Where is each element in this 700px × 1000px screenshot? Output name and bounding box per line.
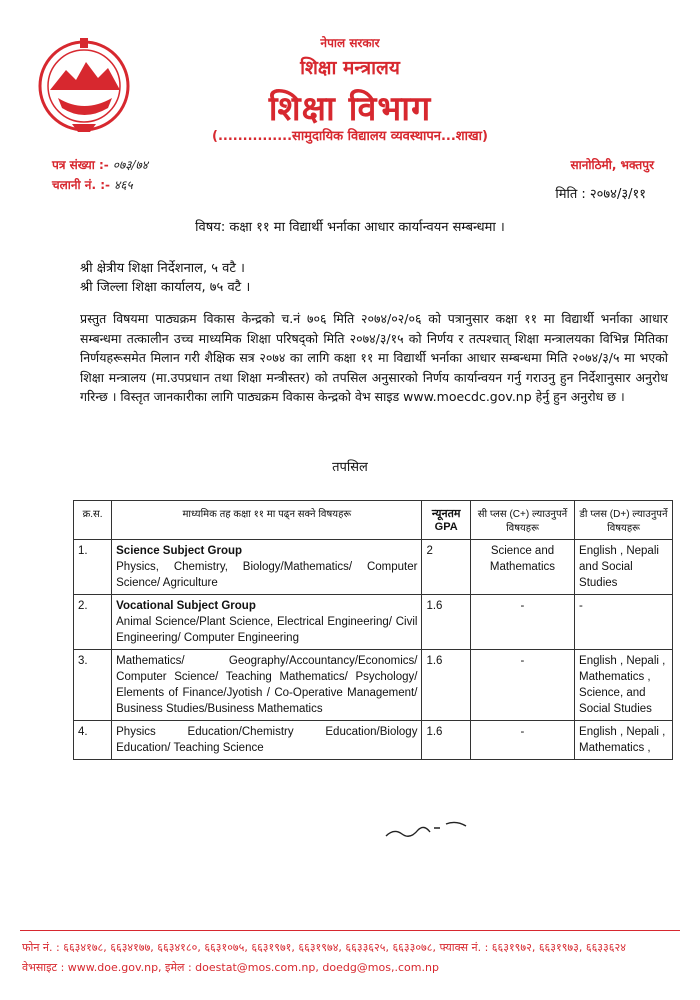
cell-serial: 1. <box>74 540 112 595</box>
header-min-gpa: न्यूनतम GPA <box>422 501 470 540</box>
cell-c-plus: Science and Mathematics <box>470 540 574 595</box>
dispatch-number <box>52 176 133 193</box>
table-row <box>74 595 673 650</box>
table-row <box>74 540 673 595</box>
footer-divider <box>20 930 680 931</box>
letter-date: मिति : २०७४/३/११ <box>555 187 646 202</box>
cell-subjects <box>112 540 422 595</box>
header-c-plus: सी प्लस (C+) ल्याउनुपर्ने विषयहरू <box>470 501 574 540</box>
subject-list: Physics Education/Chemistry Education/Biology Education/ Teaching Science <box>116 726 418 754</box>
cell-d-plus: English , Nepali , Mathematics , <box>575 721 673 760</box>
table-row <box>74 721 673 760</box>
cell-c-plus: - <box>470 721 574 760</box>
recipient-line: श्री क्षेत्रीय शिक्षा निर्देशनाल, ५ वटै । <box>80 261 245 276</box>
reference-value: ०७३/७४ <box>112 158 149 172</box>
subject-list: Physics, Chemistry, Biology/Mathematics/ Computer Science/ Agriculture <box>116 561 418 589</box>
cell-serial: 2. <box>74 595 112 650</box>
section-title: (...............सामुदायिक विद्यालय व्यवस्थापन...शाखा) <box>212 129 488 144</box>
cell-serial: 4. <box>74 721 112 760</box>
cell-subjects <box>112 595 422 650</box>
cell-gpa: 1.6 <box>422 595 470 650</box>
subject-list: Mathematics/ Geography/Accountancy/Economics/ Computer Science/ Teaching Mathematics/ Psychology/ Elements of Finance/Jyotish / Co-Operative Management/ Business Studies/Business Mathematics <box>116 655 418 715</box>
cell-gpa: 1.6 <box>422 721 470 760</box>
header-subjects: माध्यमिक तह कक्षा ११ मा पढ्न सक्ने विषयहरू <box>112 501 422 540</box>
footer-web: वेभसाइट : www.doe.gov.np, इमेल : doestat@mos.com.np, doedg@mos,.com.np <box>22 961 439 974</box>
cell-gpa: 1.6 <box>422 650 470 721</box>
subject-list: Animal Science/Plant Science, Electrical Engineering/ Civil Engineering/ Computer Engineering <box>116 616 418 644</box>
cell-serial: 3. <box>74 650 112 721</box>
office-address: सानोठिमी, भक्तपुर <box>570 158 654 172</box>
recipient-line: श्री जिल्ला शिक्षा कार्यालय, ७५ वटै । <box>80 280 251 295</box>
cell-subjects <box>112 721 422 760</box>
cell-d-plus: English , Nepali , Mathematics , Science, and Social Studies <box>575 650 673 721</box>
signature-icon <box>380 810 480 850</box>
cell-d-plus: English , Nepali and Social Studies <box>575 540 673 595</box>
header-serial: क्र.स. <box>74 501 112 540</box>
department-title: शिक्षा विभाग <box>268 89 432 129</box>
subject-group-title: Vocational Subject Group <box>116 600 256 612</box>
cell-gpa: 2 <box>422 540 470 595</box>
dispatch-label: चलानी नं. :- <box>52 178 110 192</box>
header-d-plus: डी प्लस (D+) ल्याउनुपर्ने विषयहरू <box>575 501 673 540</box>
letter-subject: विषय: कक्षा ११ मा विद्यार्थी भर्नाका आधार कार्यान्वयन सम्बन्धमा । <box>195 220 505 235</box>
table-row <box>74 650 673 721</box>
reference-number <box>52 156 148 173</box>
cell-c-plus: - <box>470 595 574 650</box>
letter-body: प्रस्तुत विषयमा पाठ्यक्रम विकास केन्द्रको च.नं ७०६ मिति २०७४/०२/०६ को पत्रानुसार कक्षा ११ मा विद्यार्थी भर्नाका आधार सम्बन्धमा तत्कालीन उच्च माध्यमिक शिक्षा परिषद्को मिति २०७४/३/१५ को निर्णय र तत्पश्चात् शिक्षा मन्त्रालयका विभिन्न मितिका निर्णयहरूसमेत मिलान गरी शैक्षिक सत्र २०७४ का लागि कक्षा ११ मा विद्यार्थी भर्नाका आधार सम्बन्धमा मिति २०७४/३/५ मा भएको शिक्षा मन्त्रालय (मा.उपप्रधान तथा शिक्षा मन्त्रीस्तर) को तपसिल अनुसारको निर्णय कार्यान्वयन गर्नु गराउनु हुन निर्देशानुसार अनुरोध गरिन्छ । विस्तृत जानकारीका लागि पाठ्यक्रम विकास केन्द्रको वेभ साइड www.moecdc.gov.np हेर्नु हुन अनुरोध छ । <box>80 311 668 404</box>
table-header-row <box>74 501 673 540</box>
ministry-title: शिक्षा मन्त्रालय <box>300 57 400 79</box>
subject-group-title: Science Subject Group <box>116 545 243 557</box>
cell-d-plus: - <box>575 595 673 650</box>
government-title: नेपाल सरकार <box>320 36 380 50</box>
reference-label: पत्र संख्या :- <box>52 158 109 172</box>
admission-criteria-table <box>73 500 673 760</box>
annex-title: तपसिल <box>332 460 368 475</box>
dispatch-value: ४६५ <box>114 178 133 192</box>
cell-c-plus: - <box>470 650 574 721</box>
cell-subjects <box>112 650 422 721</box>
footer-phones: फोन नं. : ६६३४१७८, ६६३४१७७, ६६३४१८०, ६६३१०७५, ६६३१९७१, ६६३१९७४, ६६३३६२५, ६६३३०७८, फ्याक्स नं. : ६६३१९७२, ६६३१९७३, ६६३३६२४ <box>22 941 626 954</box>
